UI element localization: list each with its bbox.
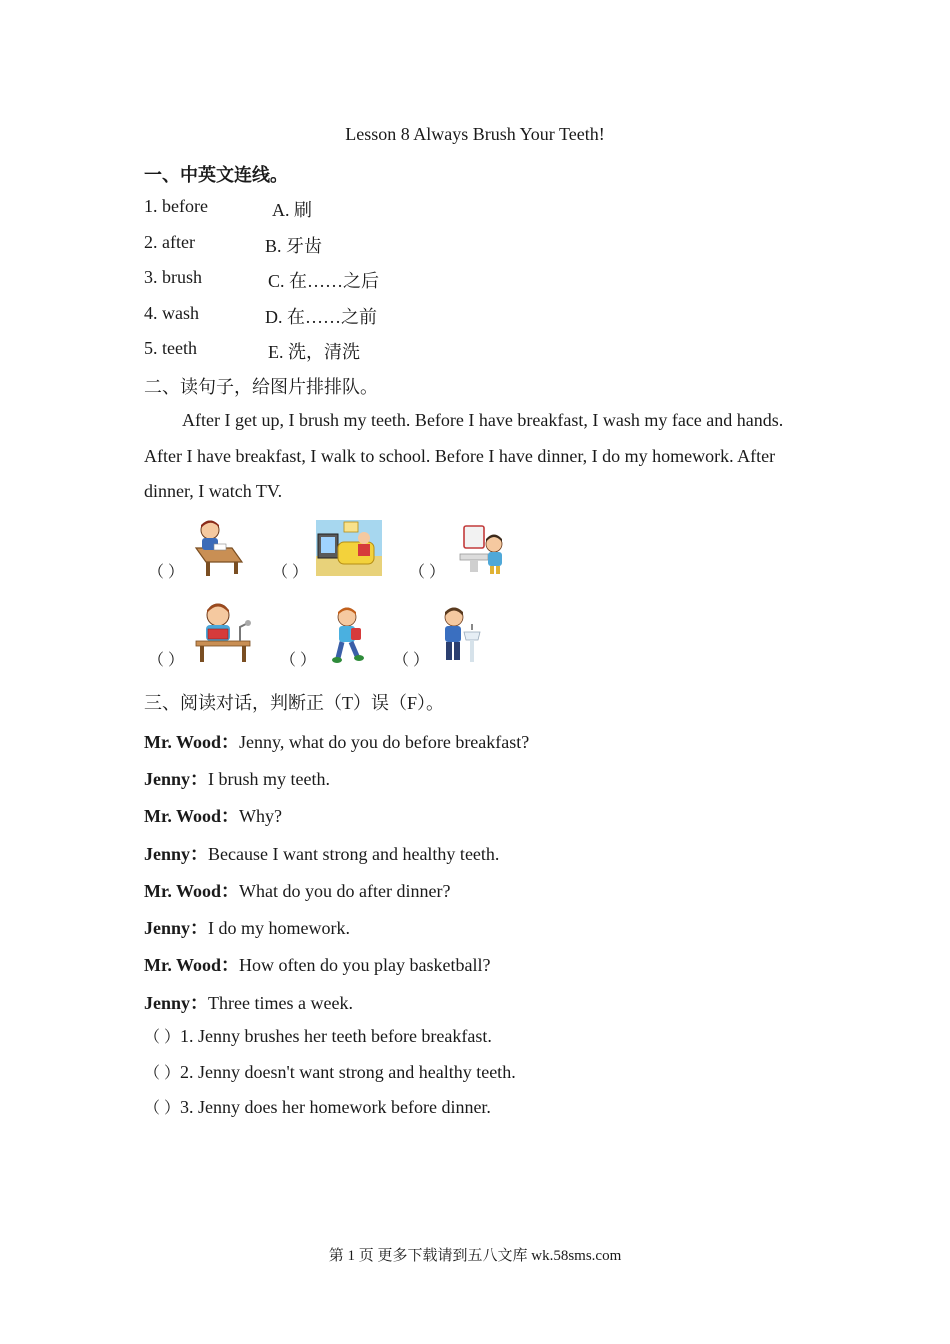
dialogue-line [144, 914, 350, 940]
passage [144, 403, 784, 510]
dialogue-line [144, 765, 330, 791]
utterance: Jenny, what do you do before breakfast? [239, 732, 530, 752]
tf-bracket-2[interactable]: （ ） [144, 1065, 181, 1082]
match-left-2: 2. after [144, 232, 195, 252]
match-left-1: 1. before [144, 196, 208, 216]
utterance: Because I want strong and healthy teeth. [208, 844, 500, 864]
order-bracket-2[interactable]: （ ） [272, 564, 309, 581]
dialogue-line [144, 802, 282, 828]
speaker: Mr. Wood： [144, 806, 240, 826]
tf-bracket-1[interactable]: （ ） [144, 1029, 181, 1046]
utterance: Three times a week. [208, 993, 353, 1013]
passage-text: After I get up, I brush my teeth. Before I have breakfast, I wash my face and hands. After I have breakfast, I walk to school. Before I have dinner, I do my homework. After dinner, I watch TV. [144, 410, 784, 501]
match-left-4: 4. wash [144, 303, 199, 323]
dialogue-line [144, 840, 499, 866]
brushing-teeth-picture [458, 522, 510, 576]
boy-walking-school-picture [329, 606, 365, 664]
watching-tv-picture [316, 520, 382, 576]
tf-statement-1 [144, 1024, 492, 1047]
match-right-e: E. 洗，清洗 [268, 342, 360, 362]
boy-reading-desk-picture [194, 601, 254, 663]
order-bracket-5[interactable]: （ ） [280, 652, 317, 669]
utterance: I do my homework. [208, 918, 350, 938]
boy-homework-desk-picture [192, 518, 244, 578]
tf-bracket-3[interactable]: （ ） [144, 1100, 181, 1117]
speaker: Mr. Wood： [144, 955, 240, 975]
order-bracket-4[interactable]: （ ） [148, 652, 185, 669]
dialogue-line [144, 951, 490, 977]
order-bracket-1[interactable]: （ ） [148, 564, 185, 581]
utterance: Why? [239, 806, 283, 826]
page-title: Lesson 8 Always Brush Your Teeth! [345, 124, 605, 144]
page-footer: 第 1 页 更多下载请到五八文库 wk.58sms.com [328, 1248, 622, 1264]
speaker: Jenny： [144, 769, 209, 789]
section3-heading: 三、阅读对话，判断正（T）误（F）。 [144, 693, 445, 713]
order-bracket-3[interactable]: （ ） [409, 564, 446, 581]
dialogue-line [144, 989, 353, 1015]
speaker: Jenny： [144, 844, 209, 864]
tf-text-2: 2. Jenny doesn't want strong and healthy teeth. [180, 1062, 516, 1082]
tf-statement-3 [144, 1095, 491, 1118]
speaker: Mr. Wood： [144, 881, 240, 901]
dialogue-line [144, 728, 529, 754]
boy-washing-hands-picture [440, 606, 484, 664]
dialogue-line [144, 877, 450, 903]
match-left-5: 5. teeth [144, 338, 197, 358]
utterance: How often do you play basketball? [239, 955, 491, 975]
section2-heading: 二、读句子，给图片排排队。 [144, 377, 378, 397]
utterance: What do you do after dinner? [239, 881, 451, 901]
utterance: I brush my teeth. [208, 769, 330, 789]
section1-heading: 一、中英文连线。 [144, 165, 288, 185]
match-left-3: 3. brush [144, 267, 202, 287]
speaker: Mr. Wood： [144, 732, 240, 752]
order-bracket-6[interactable]: （ ） [393, 652, 430, 669]
tf-text-1: 1. Jenny brushes her teeth before breakfast. [180, 1026, 492, 1046]
match-right-c: C. 在……之后 [268, 271, 380, 291]
speaker: Jenny： [144, 993, 209, 1013]
match-right-d: D. 在……之前 [265, 307, 377, 327]
speaker: Jenny： [144, 918, 209, 938]
tf-statement-2 [144, 1060, 516, 1083]
match-right-b: B. 牙齿 [265, 236, 323, 256]
match-right-a: A. 刷 [272, 200, 312, 220]
tf-text-3: 3. Jenny does her homework before dinner. [180, 1097, 491, 1117]
